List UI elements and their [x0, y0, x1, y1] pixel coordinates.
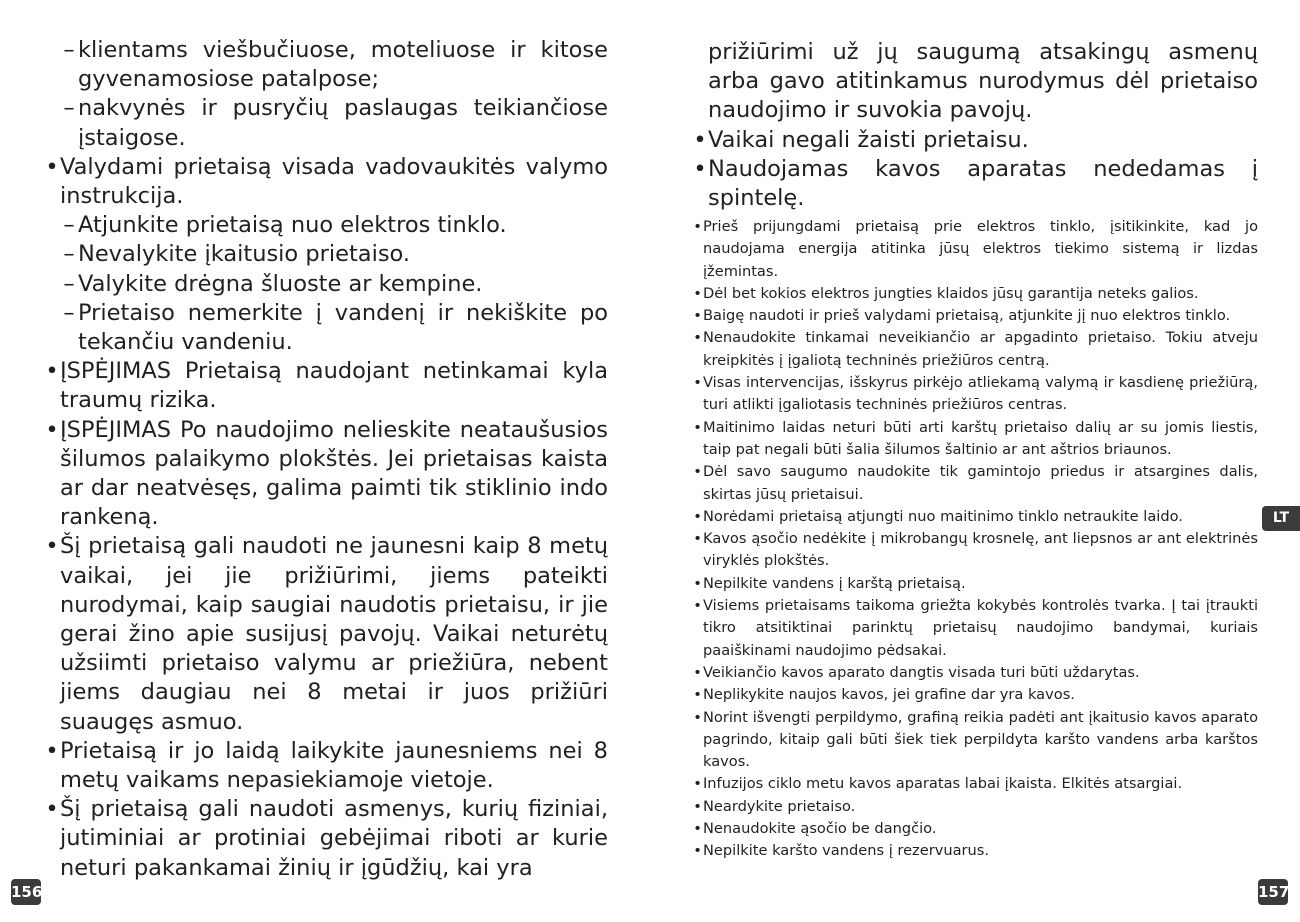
item-text: Visas intervencijas, išskyrus pirkėjo atliekamą valymą ir kasdienę priežiūrą, turi atlikti įgaliotasis techninės priežiūros centras. — [703, 374, 1258, 414]
dash-marker: – — [63, 212, 75, 239]
list-item — [692, 818, 1258, 840]
list-item — [692, 506, 1258, 528]
list-item — [692, 595, 1258, 662]
list-item — [692, 684, 1258, 706]
list-item — [44, 270, 608, 299]
list-item — [44, 240, 608, 269]
item-text: Šį prietaisą gali naudoti ne jaunesni kaip 8 metų vaikai, jei jie prižiūrimi, jiems pateikti nurodymai, kaip saugiai naudotis prietaisu, ir jie gerai žino apie susijusį pavojų. Vaikai neturėtų užsiimti prietaiso valymu ar priežiūra, nebent jiems daugiau nei 8 metai ir juos prižiūri suaugęs asmuo. — [60, 533, 608, 735]
item-text: Prietaisą ir jo laidą laikykite jaunesniems nei 8 metų vaikams nepasiekiamoje vietoje. — [60, 737, 608, 794]
bullet-marker: • — [693, 530, 702, 548]
item-text: Nepilkite vandens į karštą prietaisą. — [703, 574, 966, 592]
item-text: Neardykite prietaiso. — [703, 797, 856, 815]
item-text: Atjunkite prietaisą nuo elektros tinklo. — [78, 212, 507, 239]
list-item — [44, 532, 608, 736]
bullet-marker: • — [693, 820, 702, 838]
list-item — [692, 305, 1258, 327]
bullet-marker: • — [45, 153, 59, 180]
list-item — [692, 707, 1258, 774]
list-item — [692, 327, 1258, 372]
list-item — [44, 737, 608, 795]
bullet-marker: • — [693, 155, 707, 182]
left-page-text — [44, 36, 608, 883]
item-text: Norint išvengti perpildymo, grafiną reikia padėti ant įkaitusio kavos aparato pagrindo, kitaip gali būti šiek tiek perpildyta karšto vandens arba karštos kavos. — [703, 708, 1258, 771]
item-text: Prieš prijungdami prietaisą prie elektros tinklo, įsitikinkite, kad jo naudojama energija atitinka jūsų elektros tiekimo sistemą ir lizdas įžemintas. — [703, 218, 1258, 280]
list-item — [692, 155, 1258, 213]
bullet-marker: • — [693, 284, 702, 302]
right-page-large-text — [692, 38, 1258, 213]
item-text: nakvynės ir pusryčių paslaugas teikiančiose įstaigose. — [78, 95, 608, 151]
right-page-small-text — [692, 216, 1258, 863]
language-tab: LT — [1262, 506, 1300, 531]
list-item — [692, 773, 1258, 795]
dash-marker: – — [63, 37, 75, 63]
bullet-marker: • — [693, 126, 707, 153]
item-text: ĮSPĖJIMAS Po naudojimo nelieskite neataušusios šilumos palaikymo plokštės. Jei prietaisas kaista ar dar neatvėsęs, galima paimti tik stiklinio indo rankeną. — [60, 416, 608, 531]
item-text: Baigę naudoti ir prieš valydami prietaisą, atjunkite jį nuo elektros tinklo. — [703, 307, 1231, 325]
bullet-marker: • — [45, 358, 59, 385]
continuation-text: prižiūrimi už jų saugumą atsakingų asmenų arba gavo atitinkamus nurodymus dėl prietaiso naudojimo ir suvokia pavojų. — [708, 39, 1258, 124]
bullet-marker: • — [693, 463, 702, 481]
bullet-marker: • — [45, 533, 59, 560]
item-text: Nevalykite įkaitusio prietaiso. — [78, 241, 411, 268]
item-text: Naudojamas kavos aparatas nededamas į spintelę. — [708, 155, 1258, 212]
list-item — [692, 417, 1258, 462]
dash-marker: – — [63, 270, 75, 297]
bullet-marker: • — [693, 842, 702, 860]
list-item — [692, 573, 1258, 595]
item-text: Prietaiso nemerkite į vandenį ir nekiškite po tekančiu vandeniu. — [78, 299, 608, 356]
item-text: Neplikykite naujos kavos, jei grafine dar yra kavos. — [703, 686, 1075, 704]
bullet-marker: • — [45, 796, 59, 823]
item-text: ĮSPĖJIMAS Prietaisą naudojant netinkamai kyla traumų rizika. — [60, 358, 608, 414]
page-number-left: 156 — [11, 879, 41, 905]
item-text: Nenaudokite ąsočio be dangčio. — [703, 820, 937, 838]
item-text: Valydami prietaisą visada vadovaukitės valymo instrukcija. — [60, 153, 608, 210]
list-item — [692, 216, 1258, 283]
list-item — [692, 283, 1258, 305]
bullet-marker: • — [693, 708, 702, 726]
list-item — [692, 840, 1258, 862]
list-item — [44, 795, 608, 883]
list-item — [44, 416, 608, 533]
list-item — [44, 357, 608, 415]
item-text: Infuzijos ciklo metu kavos aparatas labai įkaista. Elkitės atsargiai. — [703, 775, 1183, 793]
list-item — [692, 461, 1258, 506]
item-text: Norėdami prietaisą atjungti nuo maitinimo tinklo netraukite laido. — [703, 507, 1183, 525]
bullet-marker: • — [693, 218, 702, 235]
list-item — [692, 796, 1258, 818]
item-text: Visiems prietaisams taikoma griežta kokybės kontrolės tvarka. Į tai įtraukti tikro atsitiktinai parinktų prietaisų naudojimo bandymai, kuriais paaiškinami naudojimo pėdsakai. — [703, 597, 1258, 659]
list-item — [692, 528, 1258, 573]
bullet-marker: • — [693, 797, 702, 815]
list-item — [692, 126, 1258, 155]
bullet-marker: • — [693, 775, 702, 793]
item-text: Vaikai negali žaisti prietaisu. — [708, 126, 1029, 153]
list-item — [44, 36, 608, 94]
item-text: klientams viešbučiuose, moteliuose ir kitose gyvenamosiose patalpose; — [78, 37, 608, 93]
list-item — [692, 372, 1258, 417]
dash-marker: – — [63, 241, 75, 268]
bullet-marker: • — [693, 418, 702, 436]
item-text: Dėl bet kokios elektros jungties klaidos jūsų garantija neteks galios. — [703, 284, 1199, 302]
item-text: Maitinimo laidas neturi būti arti karštų prietaiso dalių ar su jomis liestis, taip pat negali būti šalia šilumos šaltinio ar ant aštrios briaunos. — [703, 418, 1258, 458]
item-text: Šį prietaisą gali naudoti asmenys, kurių fiziniai, jutiminiai ar protiniai gebėjimai riboti ar kurie neturi pakankamai žinių ir įgūdžių, kai yra — [60, 796, 608, 881]
bullet-marker: • — [693, 597, 702, 615]
bullet-marker: • — [45, 737, 59, 764]
bullet-marker: • — [693, 686, 702, 704]
item-text: Valykite drėgna šluoste ar kempine. — [78, 270, 483, 297]
bullet-marker: • — [693, 374, 702, 392]
item-text: Nenaudokite tinkamai neveikiančio ar apgadinto prietaiso. Tokiu atveju kreipkitės į įgaliotą techninės priežiūros centrą. — [703, 329, 1258, 369]
item-text: Dėl savo saugumo naudokite tik gamintojo priedus ir atsargines dalis, skirtas jūsų prietaisui. — [703, 463, 1258, 503]
item-text: Nepilkite karšto vandens į rezervuarus. — [703, 842, 990, 860]
list-item — [44, 299, 608, 357]
item-text: Kavos ąsočio nedėkite į mikrobangų krosnelę, ant liepsnos ar ant elektrinės viryklės plokštės. — [703, 530, 1258, 570]
bullet-marker: • — [693, 663, 702, 681]
dash-marker: – — [63, 95, 75, 122]
list-item — [44, 94, 608, 152]
bullet-marker: • — [693, 574, 702, 592]
list-item — [692, 662, 1258, 684]
list-item — [44, 211, 608, 240]
bullet-marker: • — [693, 507, 702, 525]
page-number-right: 157 — [1258, 879, 1288, 905]
dash-marker: – — [63, 299, 75, 326]
bullet-marker: • — [693, 307, 702, 325]
item-text: Veikiančio kavos aparato dangtis visada turi būti uždarytas. — [703, 663, 1140, 681]
bullet-marker: • — [693, 329, 702, 347]
list-item — [44, 153, 608, 211]
bullet-marker: • — [45, 416, 59, 443]
